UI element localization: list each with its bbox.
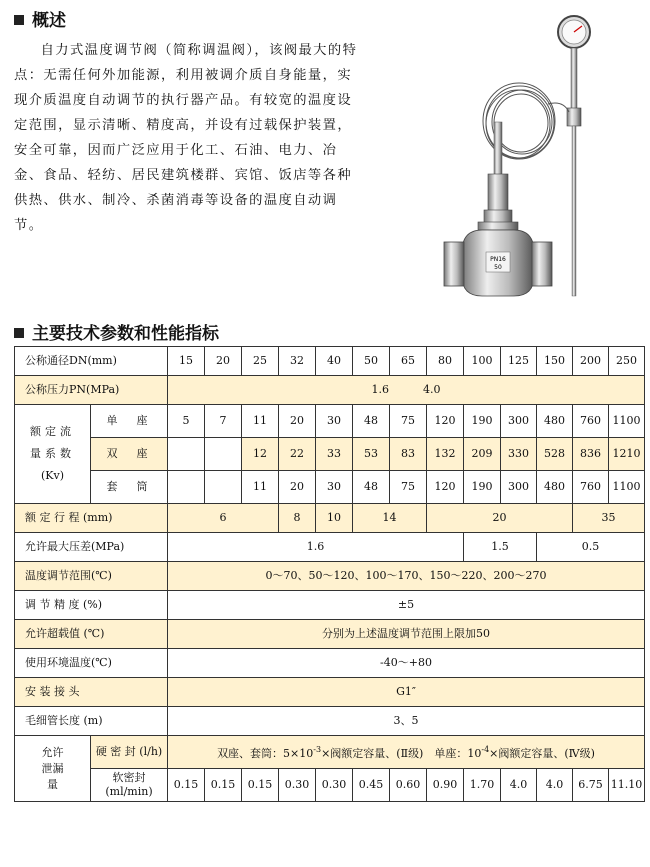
kv-cell: 480 <box>537 471 573 504</box>
ambient-label: 使用环境温度(℃) <box>15 649 168 678</box>
hard-seal-value: 双座、套筒：$5\times 10^{-3}\times$阀额定容量、(Ⅱ级) 单座：$10^{-4}\times$阀额定容量、(Ⅳ级) <box>168 736 645 769</box>
table-row-dn <box>15 347 645 376</box>
kv-cell: 5 <box>168 405 205 438</box>
kv-label: 额定流 量系数 (Kv) <box>15 405 91 504</box>
table-row-accuracy <box>15 591 645 620</box>
dn-cell: 20 <box>205 347 242 376</box>
kv-cell: 53 <box>353 438 390 471</box>
dn-cell: 125 <box>501 347 537 376</box>
capillary-value: 3、5 <box>168 707 645 736</box>
specs-heading <box>14 319 219 344</box>
kv-cell: 12 <box>242 438 279 471</box>
table-row-kv-double <box>15 438 645 471</box>
connector-value: G1″ <box>168 678 645 707</box>
kv-cell <box>168 471 205 504</box>
kv-cell: 7 <box>205 405 242 438</box>
stroke-label: 额 定 行 程 (mm) <box>15 504 168 533</box>
kv-cell: 1210 <box>609 438 645 471</box>
soft-seal-cell: 0.45 <box>353 769 390 802</box>
kv-cell: 75 <box>390 405 427 438</box>
specs-table <box>14 346 645 802</box>
kv-cell: 1100 <box>609 405 645 438</box>
connector-label: 安 装 接 头 <box>15 678 168 707</box>
kv-cell: 120 <box>427 471 464 504</box>
soft-seal-cell: 1.70 <box>464 769 501 802</box>
kv-cell: 20 <box>279 405 316 438</box>
table-row-maxdp <box>15 533 645 562</box>
pn-value: 4.0 <box>423 383 441 396</box>
temp-range-value: 0～70、50～120、100～170、150～220、200～270 <box>168 562 645 591</box>
maxdp-cell: 1.6 <box>168 533 464 562</box>
valve-image <box>438 14 638 304</box>
accuracy-value: ±5 <box>168 591 645 620</box>
table-row-hard-seal <box>15 736 645 769</box>
table-row-stroke <box>15 504 645 533</box>
overview-title: 概述 <box>32 11 66 31</box>
dn-cell: 80 <box>427 347 464 376</box>
dn-cell: 50 <box>353 347 390 376</box>
soft-seal-cell: 0.15 <box>205 769 242 802</box>
hard-seal-label: 硬 密 封 (l/h) <box>91 736 168 769</box>
pn-label: 公称压力PN(MPa) <box>15 376 168 405</box>
heading-square-icon <box>14 328 24 338</box>
table-row-kv-sleeve <box>15 471 645 504</box>
dn-cell: 150 <box>537 347 573 376</box>
kv-cell <box>205 471 242 504</box>
dn-cell: 40 <box>316 347 353 376</box>
specs-title: 主要技术参数和性能指标 <box>32 324 219 344</box>
kv-cell: 11 <box>242 405 279 438</box>
kv-cell: 300 <box>501 405 537 438</box>
kv-cell: 528 <box>537 438 573 471</box>
stroke-cell: 20 <box>427 504 573 533</box>
dn-cell: 32 <box>279 347 316 376</box>
table-row-temp-range <box>15 562 645 591</box>
kv-row-name: 双 座 <box>91 438 168 471</box>
kv-cell: 83 <box>390 438 427 471</box>
kv-cell: 120 <box>427 405 464 438</box>
soft-seal-cell: 4.0 <box>501 769 537 802</box>
valve-plate-pressure: PN16 <box>490 256 506 263</box>
stroke-cell: 10 <box>316 504 353 533</box>
soft-seal-label: 软密封(ml/min) <box>91 769 168 802</box>
soft-seal-cell: 0.90 <box>427 769 464 802</box>
kv-cell: 836 <box>573 438 609 471</box>
ambient-value: -40～+80 <box>168 649 645 678</box>
heading-square-icon <box>14 15 24 25</box>
kv-cell: 480 <box>537 405 573 438</box>
soft-seal-cell: 4.0 <box>537 769 573 802</box>
kv-cell: 760 <box>573 405 609 438</box>
stroke-cell: 14 <box>353 504 427 533</box>
dn-cell: 25 <box>242 347 279 376</box>
kv-cell: 11 <box>242 471 279 504</box>
table-row-pn <box>15 376 645 405</box>
kv-cell: 190 <box>464 405 501 438</box>
kv-cell: 330 <box>501 438 537 471</box>
stroke-cell: 8 <box>279 504 316 533</box>
soft-seal-cell: 11.10 <box>609 769 645 802</box>
overload-label: 允许超载值 (℃) <box>15 620 168 649</box>
kv-cell: 1100 <box>609 471 645 504</box>
kv-cell: 22 <box>279 438 316 471</box>
overview-heading <box>14 6 66 31</box>
dn-cell: 200 <box>573 347 609 376</box>
kv-cell: 300 <box>501 471 537 504</box>
kv-cell: 48 <box>353 405 390 438</box>
valve-plate-size: 50 <box>494 264 502 271</box>
dn-cell: 65 <box>390 347 427 376</box>
kv-cell: 75 <box>390 471 427 504</box>
kv-cell: 760 <box>573 471 609 504</box>
accuracy-label: 调 节 精 度 (%) <box>15 591 168 620</box>
maxdp-cell: 0.5 <box>537 533 645 562</box>
overload-value: 分别为上述温度调节范围上限加50 <box>168 620 645 649</box>
kv-cell: 209 <box>464 438 501 471</box>
soft-seal-cell: 0.60 <box>390 769 427 802</box>
overview-paragraph: 自力式温度调节阀（简称调温阀），该阀最大的特点：无需任何外加能源，利用被调介质自身能量，实现介质温度自动调节的执行器产品。有较宽的温度设定范围，显示清晰、精度高，并设有过载保护装置，安全可靠，因而广泛应用于化工、石油、电力、冶金、食品、轻纺、居民建筑楼群、宾馆、饭店等各种供热、供水、制冷、杀菌消毒等设备的温度自动调节。 <box>14 43 358 233</box>
soft-seal-cell: 0.30 <box>316 769 353 802</box>
table-row-kv-single <box>15 405 645 438</box>
kv-cell <box>205 438 242 471</box>
kv-cell: 30 <box>316 471 353 504</box>
soft-seal-cell: 0.15 <box>242 769 279 802</box>
temp-range-label: 温度调节范围(℃) <box>15 562 168 591</box>
soft-seal-cell: 6.75 <box>573 769 609 802</box>
table-row-soft-seal <box>15 769 645 802</box>
capillary-label: 毛细管长度 (m) <box>15 707 168 736</box>
dn-cell: 250 <box>609 347 645 376</box>
kv-cell: 20 <box>279 471 316 504</box>
pn-values <box>168 376 645 405</box>
soft-seal-cell: 0.15 <box>168 769 205 802</box>
maxdp-label: 允许最大压差(MPa) <box>15 533 168 562</box>
maxdp-cell: 1.5 <box>464 533 537 562</box>
kv-cell: 33 <box>316 438 353 471</box>
dn-label: 公称通径DN(mm) <box>15 347 168 376</box>
pn-value: 1.6 <box>371 383 390 396</box>
stroke-cell: 35 <box>573 504 645 533</box>
table-row-capillary <box>15 707 645 736</box>
kv-cell: 48 <box>353 471 390 504</box>
kv-row-name: 单 座 <box>91 405 168 438</box>
stroke-cell: 6 <box>168 504 279 533</box>
dn-cell: 15 <box>168 347 205 376</box>
table-row-connector <box>15 678 645 707</box>
kv-cell <box>168 438 205 471</box>
dn-cell: 100 <box>464 347 501 376</box>
kv-cell: 30 <box>316 405 353 438</box>
kv-cell: 132 <box>427 438 464 471</box>
leak-label: 允许 泄漏 量 <box>15 736 91 802</box>
table-row-ambient <box>15 649 645 678</box>
kv-row-name: 套 筒 <box>91 471 168 504</box>
table-row-overload <box>15 620 645 649</box>
kv-cell: 190 <box>464 471 501 504</box>
soft-seal-cell: 0.30 <box>279 769 316 802</box>
